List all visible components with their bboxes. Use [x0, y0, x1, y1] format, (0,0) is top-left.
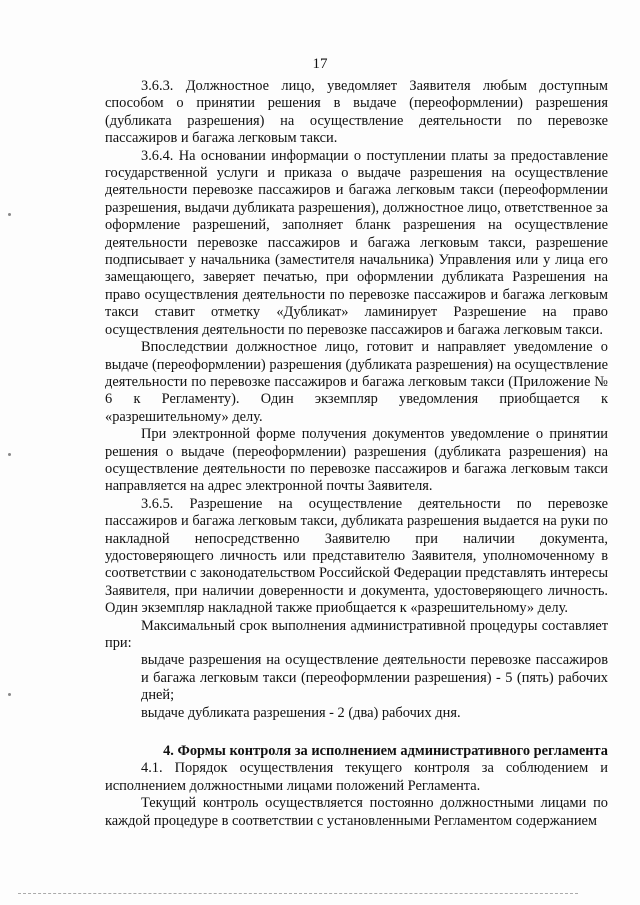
footer-rule	[18, 893, 578, 894]
scan-mark	[8, 693, 11, 696]
section-heading: 4. Формы контроля за исполнением административного регламента	[163, 743, 608, 760]
scan-mark	[8, 453, 11, 456]
list-item-issue-term: выдаче разрешения на осуществление деятельности перевозке пассажиров и багажа легковым такси (переоформлении разрешения) - 5 (пять) рабочих дней;	[141, 652, 608, 704]
paragraph-3-6-5: 3.6.5. Разрешение на осуществление деятельности по перевозке пассажиров и багажа легковым такси, дубликата разрешения выдается на руки по накладной непосредственно Заявителю при наличии документа, удостоверяющего личность или представителю Заявителя, уполномоченному в соответствии с законодательством Российской Федерации представлять интересы Заявителя, при наличии доверенности и документа, удостоверяющего личность. Один экземпляр накладной также приобщается к «разрешительному» делу.	[105, 495, 608, 617]
paragraph-notification: Впоследствии должностное лицо, готовит и направляет уведомление о выдаче (переоформлении) разрешения (дубликата разрешения) на осуществление деятельности по перевозке пассажиров и багажа легковым такси (Приложение № 6 к Регламенту). Один экземпляр уведомления приобщается к «разрешительному» делу.	[105, 339, 608, 425]
scan-mark	[8, 213, 11, 216]
paragraph-current-control: Текущий контроль осуществляется постоянно должностными лицами по каждой процедуре в соответствии с установленными Регламентом содержанием	[105, 795, 608, 829]
paragraph-4-1: 4.1. Порядок осуществления текущего контроля за соблюдением и исполнением должностными лицами положений Регламента.	[105, 760, 608, 794]
list-item-duplicate-term: выдаче дубликата разрешения - 2 (два) рабочих дня.	[141, 704, 461, 721]
page-number: 17	[312, 56, 328, 72]
paragraph-electronic-form: При электронной форме получения документов уведомление о принятии решения о выдаче (переоформлении) разрешения (дубликата разрешения) на осуществление деятельности по перевозке пассажиров и багажа легковым такси направляется на адрес электронной почты Заявителя.	[105, 426, 608, 495]
paragraph-max-term: Максимальный срок выполнения административной процедуры составляет при:	[105, 617, 608, 651]
document-body	[105, 78, 608, 830]
paragraph-3-6-4: 3.6.4. На основании информации о поступлении платы за предоставление государственной услуги и приказа о выдаче разрешения на осуществление деятельности перевозке пассажиров и багажа легковым такси (переоформлении разрешения, выдачи дубликата разрешения), должностное лицо, ответственное за оформление разрешений, заполняет бланк разрешения на осуществление деятельности перевозке пассажиров и багажа легковым такси, разрешение подписывает у начальника (заместителя начальника) Управления или у лица его замещающего, заверяет печатью, при оформлении дубликата Разрешения на право осуществления деятельности по перевозке пассажиров и багажа легковым такси ставит отметку «Дубликат» ламинирует Разрешение на право осуществления деятельности по перевозке пассажиров и багажа легковым такси.	[105, 147, 608, 338]
paragraph-3-6-3: 3.6.3. Должностное лицо, уведомляет Заявителя любым доступным способом о принятии решения в выдаче (переоформлении) разрешения (дубликата разрешения) на осуществление деятельности по перевозке пассажиров и багажа легковым такси.	[105, 78, 608, 147]
